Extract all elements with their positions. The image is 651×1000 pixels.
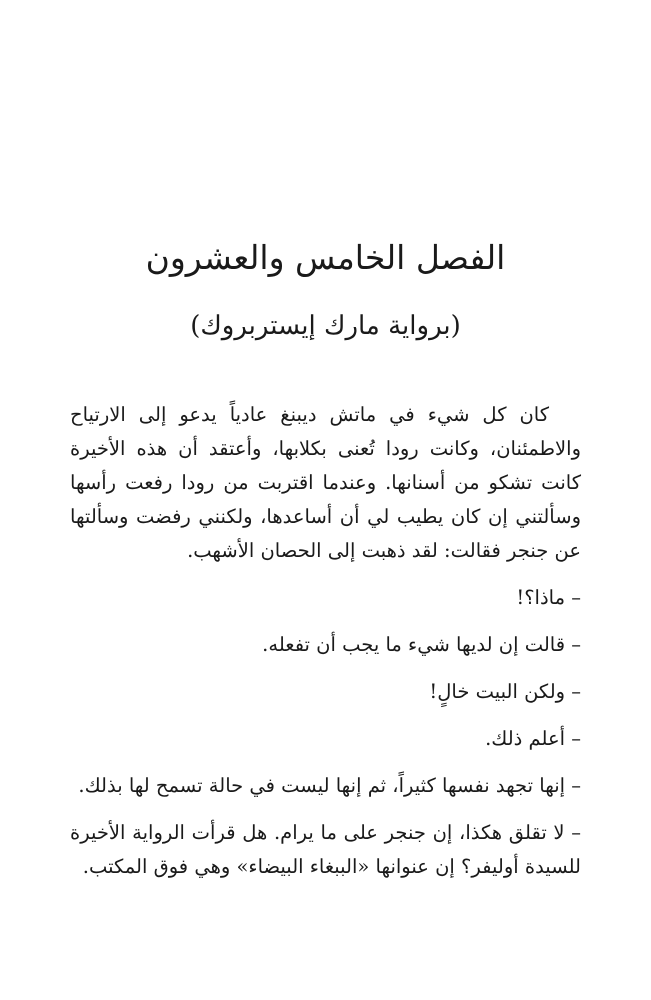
- chapter-title: الفصل الخامس والعشرون: [145, 238, 506, 277]
- opening-paragraph: كان كل شيء في ماتش ديبنغ عادياً يدعو إلى الارتياح والاطمئنان، وكانت رودا تُعنى بكلابها، وأعتقد أن هذه الأخيرة كانت تشكو من أسنانها. وعندما اقتربت من رودا رفعت رأسها وسألتني إن كان يطيب لي أن أساعدها، ولكنني رفضت وسألتها عن جنجر فقالت: لقد ذهبت إلى الحصان الأشهب.: [70, 403, 581, 562]
- dialogue-line: – إنها تجهد نفسها كثيراً، ثم إنها ليست في حالة تسمح لها بذلك.: [78, 774, 581, 797]
- dialogue-line: – أعلم ذلك.: [485, 727, 581, 750]
- chapter-subtitle: (برواية مارك إيستربروك): [190, 311, 461, 341]
- dialogue-line: – لا تقلق هكذا، إن جنجر على ما يرام. هل قرأت الرواية الأخيرة للسيدة أوليفر؟ إن عنوانها «الببغاء البيضاء» وهي فوق المكتب.: [70, 821, 581, 878]
- dialogue-line: – ولكن البيت خالٍ!: [429, 680, 581, 703]
- dialogue-line: – ماذا؟!: [516, 586, 581, 609]
- chapter-body: [70, 398, 581, 884]
- dialogue-line: – قالت إن لديها شيء ما يجب أن تفعله.: [262, 633, 581, 656]
